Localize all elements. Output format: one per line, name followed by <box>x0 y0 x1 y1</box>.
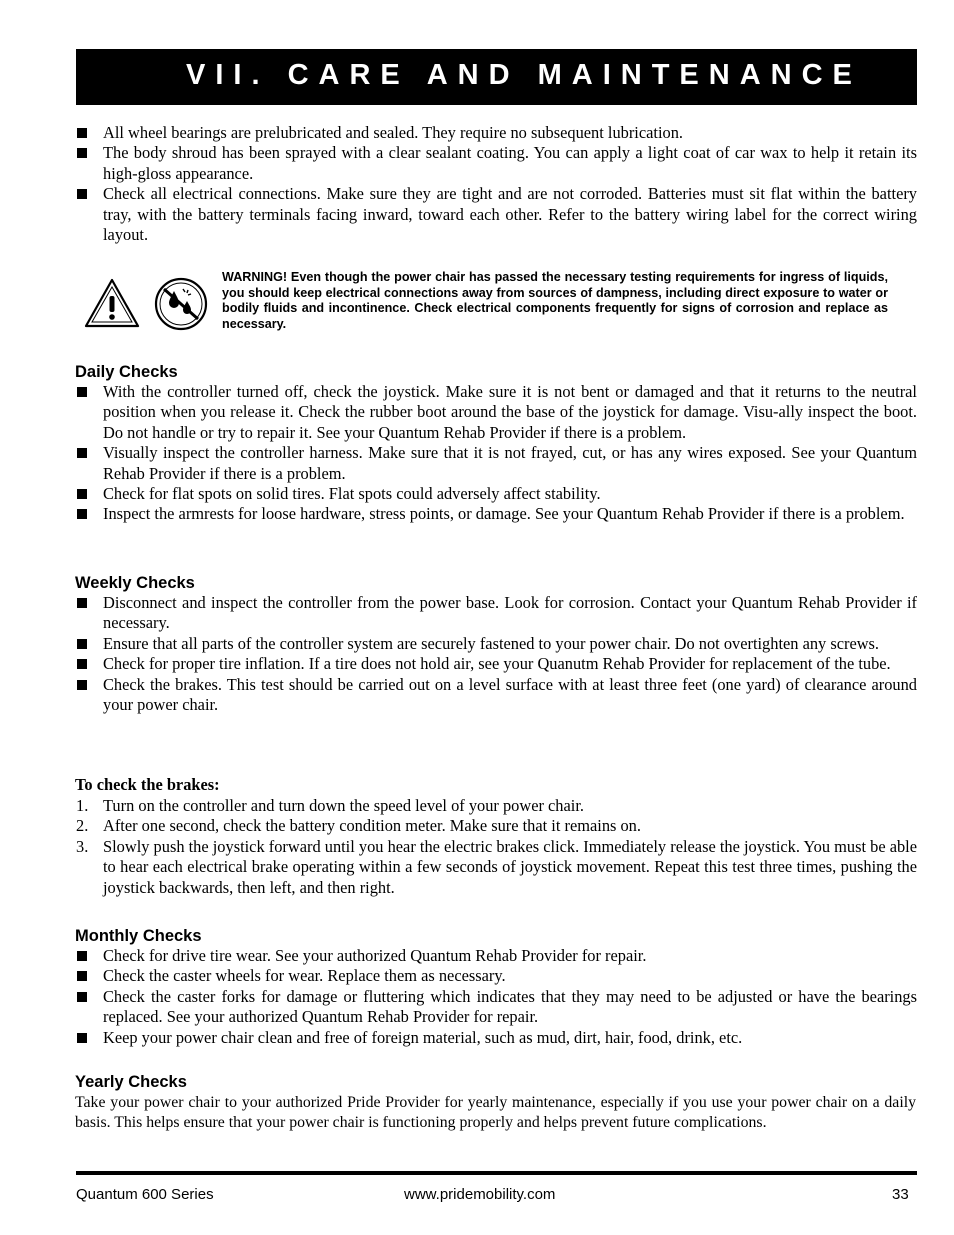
square-bullet-icon <box>77 387 87 397</box>
square-bullet-icon <box>77 659 87 669</box>
square-bullet-icon <box>77 148 87 158</box>
monthly-checks-list <box>76 946 917 1048</box>
list-item: The body shroud has been sprayed with a clear sealant coating. You can apply a light coat of car wax to help it retain its high-gloss appearance. <box>76 143 917 184</box>
list-item: Check all electrical connections. Make sure they are tight and are not corroded. Batteries must sit flat within the battery tray, with the battery terminals facing inward, toward each other. Refer to the battery wiring label for the correct wiring layout. <box>76 184 917 245</box>
warning-text: WARNING! Even though the power chair has passed the necessary testing requirements for ingress of liquids, you should keep electrical connections away from sources of dampness, including direct exposure to water or bodily fluids and incontinence. Check electrical components frequently for signs of corrosion and replace as necessary. <box>222 270 888 331</box>
brake-check-heading: To check the brakes: <box>75 775 220 794</box>
square-bullet-icon <box>77 639 87 649</box>
square-bullet-icon <box>77 992 87 1002</box>
list-item: 1. Turn on the controller and turn down the speed level of your power chair. <box>76 796 584 815</box>
footer-website-link[interactable]: www.pridemobility.com <box>404 1186 556 1203</box>
weekly-checks-heading: Weekly Checks <box>75 574 195 592</box>
list-item: 2. After one second, check the battery condition meter. Make sure that it remains on. <box>76 816 641 836</box>
square-bullet-icon <box>77 189 87 199</box>
list-item: Check the caster forks for damage or fluttering which indicates that they may need to be adjusted or have the bearings replaced. See your authorized Quantum Rehab Provider for repair. <box>76 987 917 1028</box>
square-bullet-icon <box>77 509 87 519</box>
no-water-exposure-icon <box>154 277 208 331</box>
list-item: Check for flat spots on solid tires. Flat spots could adversely affect stability. <box>76 484 917 504</box>
section-title: VII. CARE AND MAINTENANCE <box>76 49 917 105</box>
yearly-checks-text: Take your power chair to your authorized Pride Provider for yearly maintenance, especially if you use your power chair on a daily basis. This helps ensure that your power chair is functioning properly and helps prevent future complications. <box>75 1094 916 1131</box>
yearly-checks-heading: Yearly Checks <box>75 1073 187 1091</box>
list-item: Check the caster wheels for wear. Replace them as necessary. <box>76 966 917 986</box>
square-bullet-icon <box>77 971 87 981</box>
square-bullet-icon <box>77 598 87 608</box>
list-item: Check for proper tire inflation. If a tire does not hold air, see your Quanutm Rehab Provider for replacement of the tube. <box>76 654 917 674</box>
list-item: Inspect the armrests for loose hardware, stress points, or damage. See your Quantum Rehab Provider if there is a problem. <box>76 504 917 524</box>
list-item: Keep your power chair clean and free of foreign material, such as mud, dirt, hair, food, drink, etc. <box>76 1028 917 1048</box>
daily-checks-heading: Daily Checks <box>75 363 178 381</box>
square-bullet-icon <box>77 489 87 499</box>
list-item: Check the brakes. This test should be carried out on a level surface with at least three feet (one yard) of clearance around your power chair. <box>76 675 917 716</box>
list-item: 3. Slowly push the joystick forward until you hear the electric brakes click. Immediately release the joystick. You must be able to hear each electrical brake operating within a few seconds of joystick movement. Repeat this test three times, pushing the joystick backwards, then left, and then right. <box>76 836 917 897</box>
brake-check-steps <box>76 796 917 898</box>
square-bullet-icon <box>77 680 87 690</box>
footer-product-name: Quantum 600 Series <box>76 1186 214 1203</box>
square-bullet-icon <box>77 128 87 138</box>
list-item: Visually inspect the controller harness. Make sure that it is not frayed, cut, or has any wires exposed. See your Quantum Rehab Provider if there is a problem. <box>76 443 917 484</box>
square-bullet-icon <box>77 1033 87 1043</box>
footer-divider <box>76 1171 917 1175</box>
page-number: 33 <box>892 1186 909 1203</box>
list-item: With the controller turned off, check the joystick. Make sure it is not bent or damaged and that it returns to the neutral position when you release it. Check the rubber boot around the base of the joystick for damage. Visu-ally inspect the boot. Do not handle or try to repair it. See your Quantum Rehab Provider if there is a problem. <box>76 382 917 443</box>
square-bullet-icon <box>77 448 87 458</box>
daily-checks-list <box>76 382 917 525</box>
warning-triangle-icon <box>84 278 140 328</box>
warning-box <box>80 268 910 340</box>
list-item: Check for drive tire wear. See your authorized Quantum Rehab Provider for repair. <box>76 946 917 966</box>
monthly-checks-heading: Monthly Checks <box>75 927 202 945</box>
weekly-checks-list <box>76 593 917 715</box>
intro-bullet-list <box>76 123 917 245</box>
list-item: Disconnect and inspect the controller from the power base. Look for corrosion. Contact your Quantum Rehab Provider if necessary. <box>76 593 917 634</box>
list-item: Ensure that all parts of the controller system are securely fastened to your power chair. Do not overtighten any screws. <box>76 634 917 654</box>
square-bullet-icon <box>77 951 87 961</box>
list-item: All wheel bearings are prelubricated and sealed. They require no subsequent lubrication. <box>76 123 917 143</box>
